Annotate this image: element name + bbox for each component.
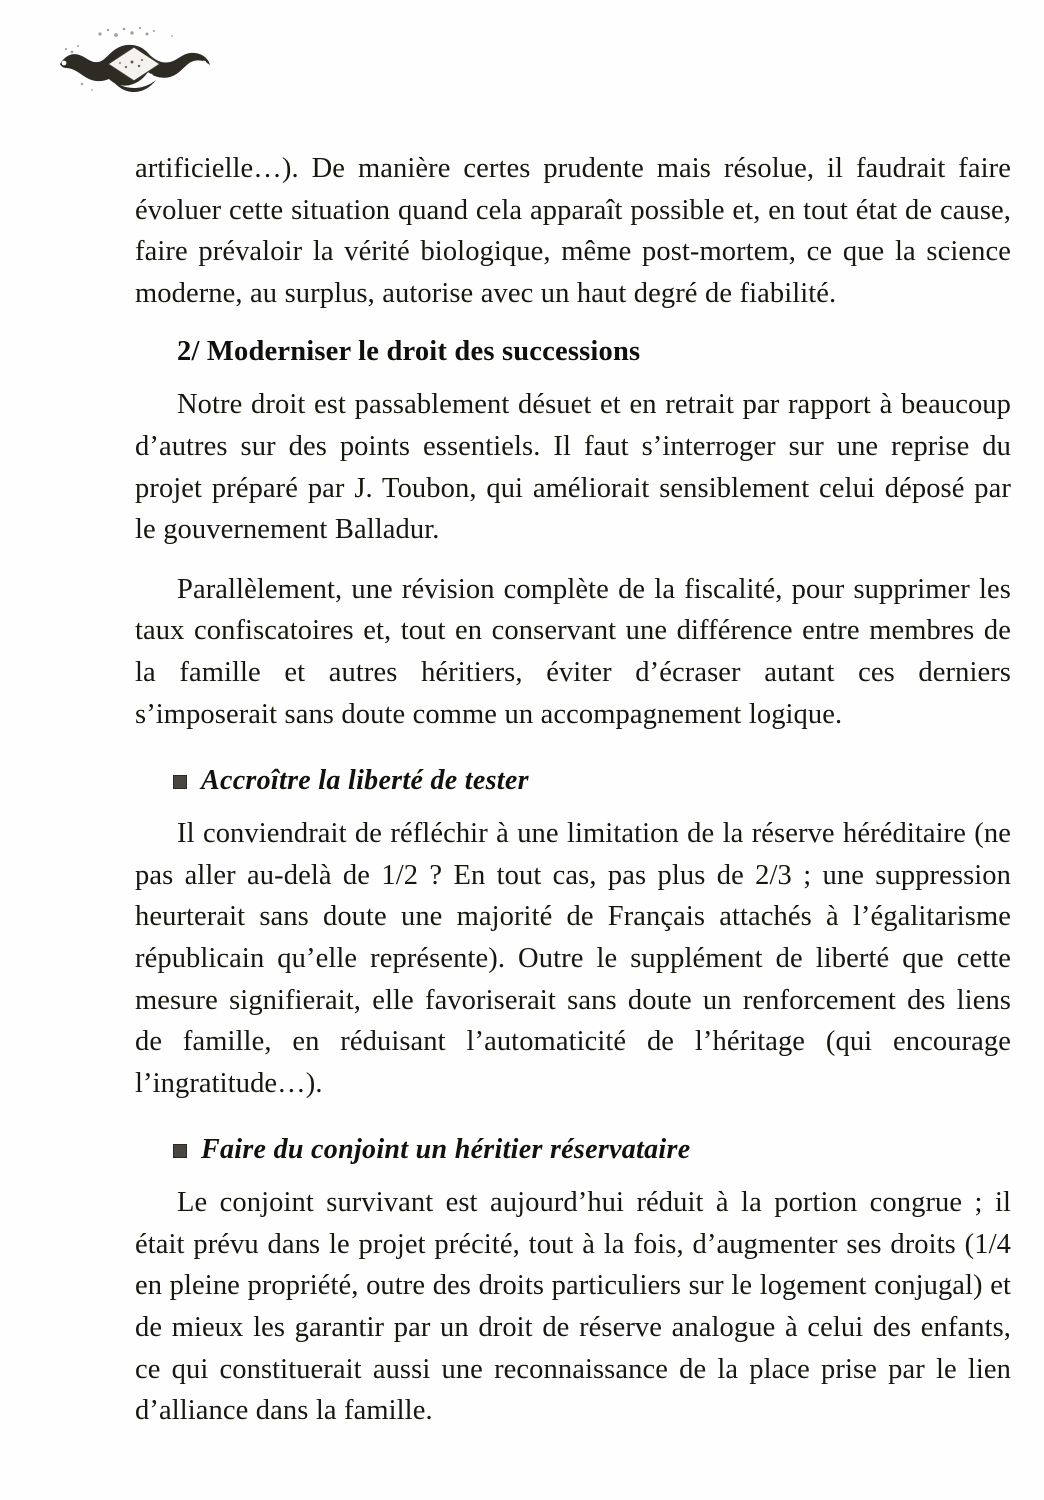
paragraph-conjoint-survivant: Le conjoint survivant est aujourd’hui réduit à la portion congrue ; il était prévu dans le projet précité, tout à la fois, d’augmenter ses droits (1/4 en pleine propriété, outre des droits particuliers sur le logement conjugal) et de mieux les garantir par un droit de réserve analogue à celui des enfants, ce qui constituerait aussi une reconnaissance de la place prise par le lien d’alliance dans la famille. [135, 1187, 1011, 1427]
square-bullet-icon [173, 775, 187, 789]
square-bullet-icon [173, 1144, 187, 1158]
paragraph-notre-droit: Notre droit est passablement désuet et en retrait par rapport à beaucoup d’autres sur des points essentiels. Il faut s’interroger sur une reprise du projet préparé par J. Toubon, qui améliorait sensiblement celui déposé par le gouvernement Balladur. [135, 389, 1011, 546]
subheading-accroitre-liberte-tester [135, 761, 1011, 801]
section-heading: 2/ Moderniser le droit des successions [177, 336, 641, 368]
paragraph-continuation: artificielle…). De manière certes prudente mais résolue, il faudrait faire évoluer cette situation quand cela apparaît possible et, en tout état de cause, faire prévaloir la vérité biologique, même post-mortem, ce que la science moderne, au surplus, autorise avec un haut degré de fiabilité. [135, 153, 1011, 309]
text-column [135, 148, 1011, 1432]
paragraph-parallelement: Parallèlement, une révision complète de la fiscalité, pour supprimer les taux confiscatoires et, tout en conservant une différence entre membres de la famille et autres héritiers, éviter d’écraser autant ces derniers s’imposerait sans doute comme un accompagnement logique. [135, 573, 1011, 730]
subheading-conjoint-heritier-reservataire [135, 1130, 1011, 1170]
fleuron-ornament [52, 22, 217, 102]
subheading-label: Accroître la liberté de tester [201, 765, 529, 797]
subheading-label: Faire du conjoint un héritier réservataire [201, 1134, 691, 1166]
paragraph-reserve-hereditaire: Il conviendrait de réfléchir à une limitation de la réserve héréditaire (ne pas aller au-delà de 1/2 ? En tout cas, pas plus de 2/3 ; une suppression heurterait sans doute une majorité de Français attachés à l’égalitarisme républicain qu’elle représente). Outre le supplément de liberté que cette mesure signifierait, elle favoriserait sans doute un renforcement des liens de famille, en réduisant l’automaticité de l’héritage (qui encourage l’ingratitude…). [135, 818, 1011, 1099]
